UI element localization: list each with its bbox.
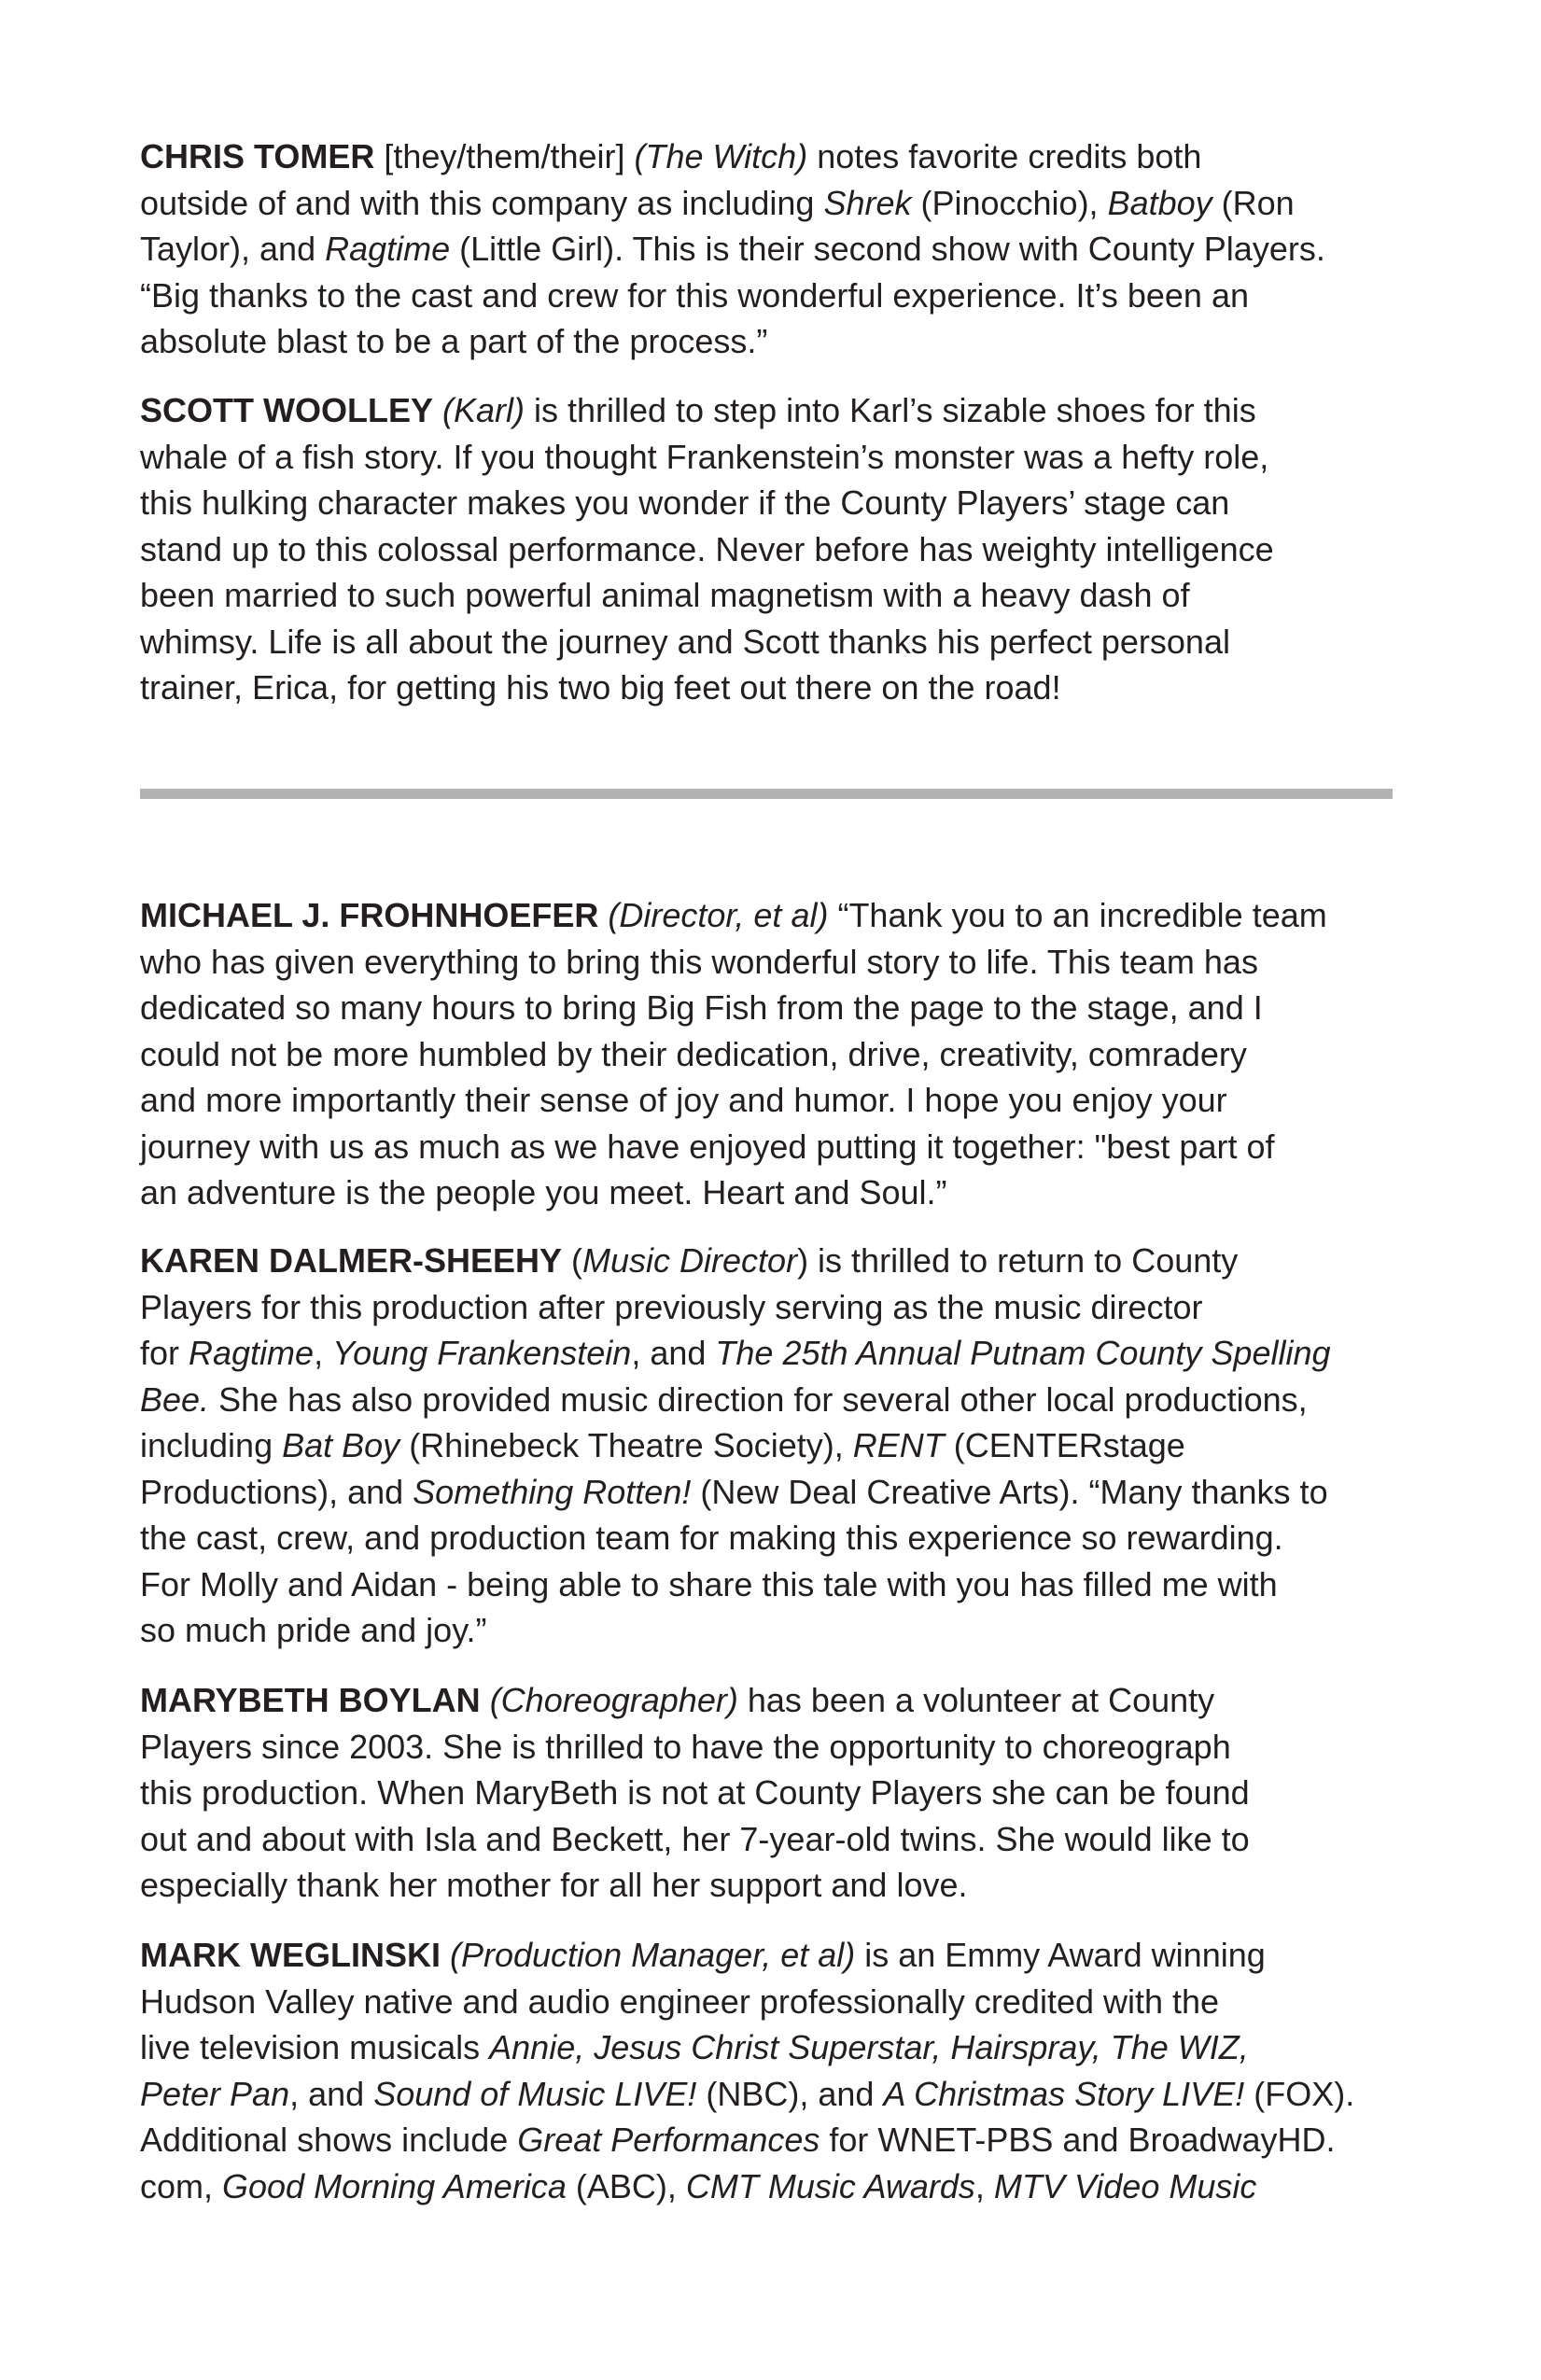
bio-line <box>140 387 1400 434</box>
bio-text <box>433 391 442 429</box>
bio-italic-text: Great Performances <box>517 2121 820 2159</box>
bio-line <box>140 1169 1400 1216</box>
section-divider <box>140 789 1393 799</box>
bio-line <box>140 180 1400 227</box>
bio-italic-text: Bat Boy <box>282 1426 400 1464</box>
bio-michael-frohnhoefer <box>140 892 1400 1216</box>
bio-text: com, <box>140 2166 223 2205</box>
bio-line <box>140 1932 1400 1979</box>
bio-text: , and <box>631 1334 716 1372</box>
bio-line <box>140 273 1400 319</box>
bio-line <box>140 939 1400 986</box>
bio-text: Productions), and <box>140 1472 413 1511</box>
bio-line <box>140 1677 1400 1724</box>
bio-name: MARK WEGLINSKI <box>140 1936 441 1974</box>
bio-text: for <box>140 1334 189 1372</box>
bio-text: ) is thrilled to return to County <box>797 1241 1239 1280</box>
bio-text: For Molly and Aidan - being able to share this tale with you has filled me with <box>140 1564 1278 1603</box>
bio-line <box>140 1124 1400 1170</box>
bio-text: “Thank you to an incredible team <box>828 896 1327 934</box>
bio-text: stand up to this colossal performance. Never before has weighty intelligence <box>140 529 1274 568</box>
bio-italic-text: Something Rotten! <box>413 1472 692 1511</box>
bio-line <box>140 2071 1400 2118</box>
bio-line <box>140 1724 1400 1771</box>
bio-name: KAREN DALMER-SHEEHY <box>140 1241 563 1280</box>
bio-text: , and <box>289 2074 374 2113</box>
bio-scott-woolley <box>140 387 1400 711</box>
bio-text: (New Deal Creative Arts). “Many thanks to <box>691 1472 1328 1511</box>
bio-italic-text: (The Witch) <box>634 137 808 175</box>
bio-text: and more importantly their sense of joy and humor. I hope you enjoy your <box>140 1081 1227 1119</box>
bio-italic-text: Young Frankenstein <box>332 1334 632 1372</box>
bio-line <box>140 619 1400 665</box>
bio-text: (CENTERstage <box>944 1426 1185 1464</box>
bio-line <box>140 1515 1400 1561</box>
bio-name: MARYBETH BOYLAN <box>140 1681 481 1719</box>
bio-marybeth-boylan <box>140 1677 1400 1909</box>
bio-line <box>140 226 1400 273</box>
bio-italic-text: (Production Manager, et al) <box>450 1936 856 1974</box>
bio-text: so much pride and joy.” <box>140 1611 487 1649</box>
bio-text: is thrilled to step into Karl’s sizable shoes for this <box>525 391 1256 429</box>
bio-line <box>140 1469 1400 1516</box>
bio-text: been married to such powerful animal magnetism with a heavy dash of <box>140 576 1190 614</box>
bio-text: has been a volunteer at County <box>737 1681 1215 1719</box>
bio-line <box>140 1770 1400 1816</box>
bio-text <box>598 896 608 934</box>
bio-text: , <box>974 2166 994 2205</box>
bio-line <box>140 1422 1400 1469</box>
bio-line <box>140 480 1400 526</box>
bio-italic-text: CMT Music Awards <box>685 2166 975 2205</box>
bio-text: out and about with Isla and Beckett, her 7-year-old twins. She would like to <box>140 1819 1250 1858</box>
bio-text: whimsy. Life is all about the journey and Scott thanks his perfect personal <box>140 622 1230 661</box>
bio-italic-text: Sound of Music LIVE! <box>373 2074 697 2113</box>
bio-name: CHRIS TOMER <box>140 137 375 175</box>
bio-text: “Big thanks to the cast and crew for this wonderful experience. It’s been an <box>140 275 1249 315</box>
bio-line <box>140 572 1400 619</box>
bio-line <box>140 665 1400 711</box>
bio-name: MICHAEL J. FROHNHOEFER <box>140 896 599 934</box>
bio-line <box>140 1284 1400 1331</box>
bio-text: ( <box>562 1241 583 1280</box>
bio-italic-text: Bee. <box>140 1379 210 1419</box>
bio-text: the cast, crew, and production team for making this experience so rewarding. <box>140 1519 1283 1557</box>
bio-text: [they/them/their] <box>374 137 635 175</box>
bio-italic-text: Annie, Jesus Christ Superstar, Hairspray, The WIZ, <box>489 2028 1249 2066</box>
bio-text: outside of and with this company as including <box>140 183 824 222</box>
bio-text: journey with us as much as we have enjoyed putting it together: "best part of <box>140 1127 1275 1166</box>
bio-text: Taylor), and <box>140 230 326 268</box>
bio-text: for WNET-PBS and BroadwayHD. <box>820 2121 1336 2159</box>
bio-text: this hulking character makes you wonder if the County Players’ stage can <box>140 483 1230 522</box>
bio-text: Players for this production after previously serving as the music director <box>140 1287 1203 1326</box>
bio-line <box>140 985 1400 1031</box>
bio-line <box>140 1031 1400 1078</box>
bio-line <box>140 2024 1400 2071</box>
bio-text: dedicated so many hours to bring Big Fish from the page to the stage, and I <box>140 988 1263 1027</box>
bio-text <box>441 1936 450 1974</box>
bio-line <box>140 133 1400 180</box>
bio-line <box>140 526 1400 573</box>
bio-italic-text: Ragtime <box>325 230 451 268</box>
bio-line <box>140 1607 1400 1654</box>
bio-text: She has also provided music direction for several other local productions, <box>209 1379 1308 1419</box>
bio-italic-text: RENT <box>852 1426 945 1464</box>
bio-text: , <box>314 1334 333 1372</box>
bio-italic-text: Good Morning America <box>222 2166 567 2205</box>
bio-line <box>140 2163 1400 2210</box>
bio-italic-text: Ragtime <box>189 1334 315 1372</box>
bio-italic-text: Music Director <box>582 1241 798 1280</box>
bio-text: live television musicals <box>140 2028 490 2066</box>
bio-text: (ABC), <box>566 2166 686 2205</box>
bio-line <box>140 1979 1400 2025</box>
bio-text: (FOX). <box>1244 2074 1355 2113</box>
bio-name: SCOTT WOOLLEY <box>140 391 433 429</box>
bio-text <box>481 1681 490 1719</box>
bio-text: (NBC), and <box>696 2074 884 2113</box>
bio-text: Additional shows include <box>140 2121 518 2159</box>
bio-line <box>140 1816 1400 1863</box>
bio-chris-tomer <box>140 133 1400 365</box>
bio-text: (Ron <box>1212 183 1295 222</box>
bio-text: absolute blast to be a part of the process.” <box>140 322 768 360</box>
bio-line <box>140 318 1400 365</box>
bio-line <box>140 1561 1400 1608</box>
bio-text: this production. When MaryBeth is not at County Players she can be found <box>140 1773 1250 1812</box>
bio-mark-weglinski <box>140 1932 1400 2209</box>
bio-line <box>140 1330 1400 1377</box>
bio-line <box>140 2117 1400 2163</box>
bio-line <box>140 1077 1400 1124</box>
bio-text: including <box>140 1426 283 1464</box>
bio-text: an adventure is the people you meet. Heart and Soul.” <box>140 1173 947 1211</box>
bio-text: who has given everything to bring this wonderful story to life. This team has <box>140 942 1258 981</box>
bio-text: especially thank her mother for all her support and love. <box>140 1866 968 1904</box>
bio-italic-text: MTV Video Music <box>993 2166 1257 2205</box>
bio-italic-text: Peter Pan <box>140 2074 290 2113</box>
bio-line <box>140 1238 1400 1284</box>
bio-text: could not be more humbled by their dedication, drive, creativity, comradery <box>140 1034 1247 1073</box>
bio-line <box>140 892 1400 939</box>
bio-italic-text: The 25th Annual Putnam County Spelling <box>715 1334 1331 1372</box>
bio-text: Players since 2003. She is thrilled to have the opportunity to choreograph <box>140 1727 1231 1766</box>
bio-text: is an Emmy Award winning <box>855 1936 1266 1974</box>
bio-line <box>140 434 1400 481</box>
bio-italic-text: (Karl) <box>442 391 525 429</box>
bio-text: whale of a fish story. If you thought Frankenstein’s monster was a hefty role, <box>140 437 1269 476</box>
bio-italic-text: Shrek <box>823 183 912 222</box>
bio-text: (Pinocchio), <box>911 183 1108 222</box>
bio-text: Hudson Valley native and audio engineer professionally credited with the <box>140 1981 1220 2021</box>
bio-text: notes favorite credits both <box>807 137 1202 175</box>
bio-italic-text: (Director, et al) <box>608 896 829 934</box>
bio-text: (Little Girl). This is their second show with County Players. <box>450 230 1325 268</box>
bio-text: trainer, Erica, for getting his two big feet out there on the road! <box>140 668 1061 707</box>
bio-italic-text: A Christmas Story LIVE! <box>883 2074 1245 2113</box>
bio-italic-text: (Choreographer) <box>489 1681 738 1719</box>
bio-line <box>140 1377 1400 1423</box>
bio-italic-text: Batboy <box>1107 183 1212 222</box>
bio-text: (Rhinebeck Theatre Society), <box>399 1426 853 1464</box>
bio-karen-dalmer-sheehy <box>140 1238 1400 1654</box>
bio-line <box>140 1862 1400 1909</box>
